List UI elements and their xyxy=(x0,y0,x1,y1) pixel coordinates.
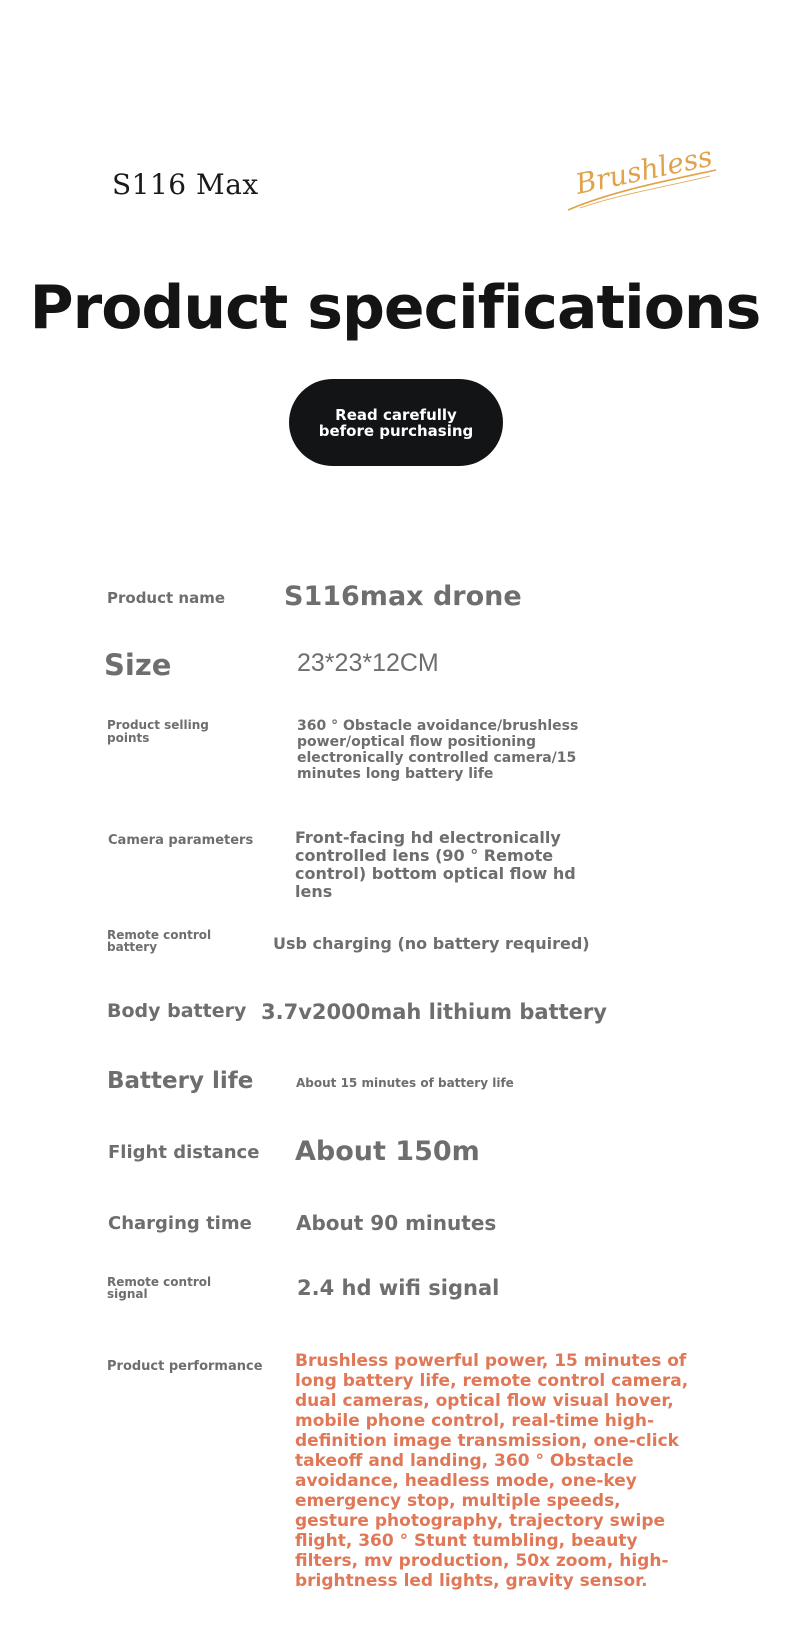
spec-value-product-name: S116max drone xyxy=(284,581,522,612)
spec-label-selling-points: Product selling points xyxy=(107,718,209,745)
spec-value-size: 23*23*12CM xyxy=(297,649,439,677)
spec-value-body-battery: 3.7v2000mah lithium battery xyxy=(261,1000,607,1024)
spec-value-selling-points: 360 ° Obstacle avoidance/brushless power/optical flow positioning electronically controlled camera/15 minutes long battery life xyxy=(297,718,579,782)
spec-label-size: Size xyxy=(104,648,172,682)
spec-label-camera: Camera parameters xyxy=(108,833,254,848)
spec-value-flight-distance: About 150m xyxy=(295,1136,480,1167)
spec-value-remote-signal: 2.4 hd wifi signal xyxy=(297,1276,500,1300)
spec-label-product-name: Product name xyxy=(107,589,226,607)
spec-label-body-battery: Body battery xyxy=(107,1000,247,1022)
spec-value-performance: Brushless powerful power, 15 minutes of long battery life, remote control camera, dual cameras, optical flow visual hover, mobile phone control, real-time high-definition image transmission, one-click takeoff and landing, 360 ° Obstacle avoidance, headless mode, one-key emergency stop, multiple speeds, gesture photography, trajectory swipe flight, 360 ° Stunt tumbling, beauty filters, mv production, 50x zoom, high-brightness led lights, gravity sensor. xyxy=(295,1351,689,1591)
spec-label-remote-signal: Remote control signal xyxy=(107,1275,212,1301)
brushless-swoosh-icon xyxy=(560,142,720,222)
spec-value-camera: Front-facing hd electronically controlled lens (90 ° Remote control) bottom optical flow hd lens xyxy=(295,828,576,901)
spec-label-remote-battery: Remote control battery xyxy=(107,928,212,954)
spec-label-performance: Product performance xyxy=(107,1359,263,1374)
spec-label-flight-distance: Flight distance xyxy=(108,1142,260,1163)
spec-value-battery-life: About 15 minutes of battery life xyxy=(296,1076,514,1090)
spec-label-charging-time: Charging time xyxy=(108,1213,252,1234)
spec-label-battery-life: Battery life xyxy=(107,1068,254,1094)
brushless-script-text: Brushless xyxy=(572,142,716,201)
spec-value-remote-battery: Usb charging (no battery required) xyxy=(273,934,590,953)
brushless-script-logo xyxy=(560,142,720,222)
read-carefully-badge: Read carefully before purchasing xyxy=(289,379,503,466)
page-title: Product specifications xyxy=(29,273,761,343)
model-logo: S116 Max xyxy=(112,168,259,201)
spec-value-charging-time: About 90 minutes xyxy=(296,1211,497,1235)
